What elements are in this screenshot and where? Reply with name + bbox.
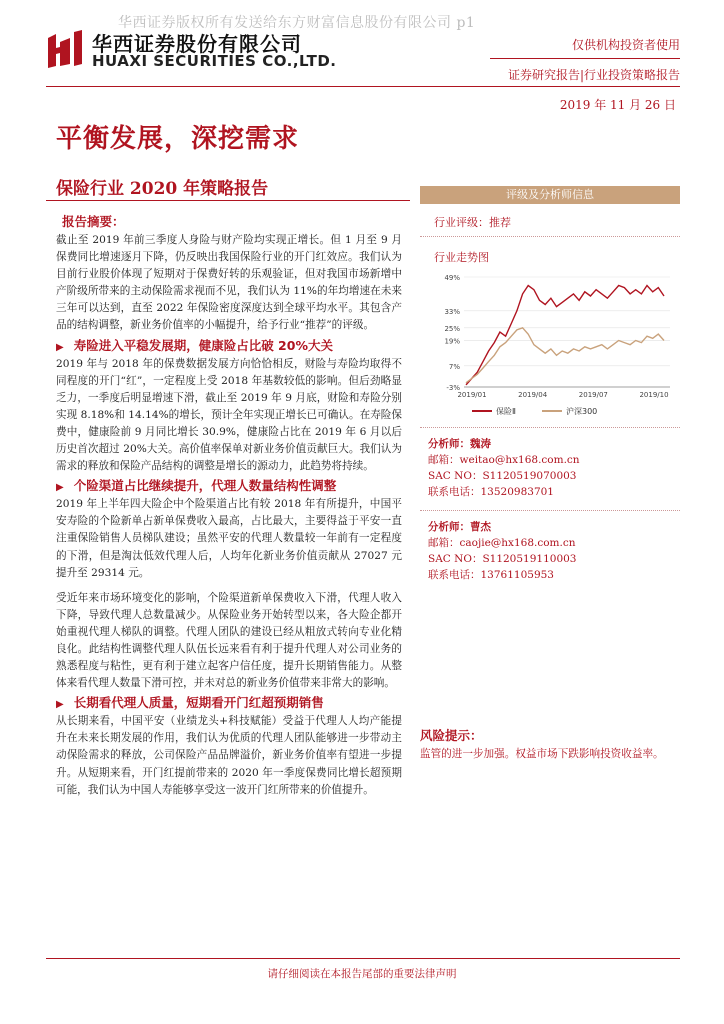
subtitle-rule: [46, 200, 410, 201]
summary-heading: 报告摘要：: [62, 214, 125, 229]
x-tick-label: 2019/01: [457, 391, 487, 399]
analyst-phone: 联系电话：13761105953: [428, 569, 554, 581]
section-paragraph: 2019 年上半年四大险企中个险渠道占比有较 2018 年有所提升，中国平安寿险的个险新单占新单保费收入最高，占比最大，主要得益于平安一直注重保险销售人员梯队建设；虽然平安的代理人数量较一年前有一定程度的下滑，但是淘汰低效代理人后，人均年化新业务价值贡献从 27027 元提升至 29314 元。: [56, 498, 402, 579]
summary-intro: 截止至 2019 年前三季度人身险与财产险均实现正增长。但 1 月至 9 月保费同比增速逐月下降，仍反映出我国保险行业的开门红效应。我们认为目前行业股价体现了短期对于保费好转的乐观验证，但对我国市场新增中产阶级所带来的主动保险需求视而不见，我们认为 11%的年均增速在未来三年可以达到，直至 2022 年保险密度深度达到全球平均水平。其包含产品的结构调整，新业务价值率的小幅提升，给予行业“推荐”的评级。: [56, 234, 402, 332]
analyst-email[interactable]: 邮箱：caojie@hx168.com.cn: [428, 537, 576, 549]
header-rule-2: [46, 86, 680, 87]
analyst-role: 分析师：: [428, 438, 470, 450]
footer-rule: [46, 958, 680, 959]
section-heading-2: ▶ 个险渠道占比继续提升，代理人数量结构性调整: [56, 476, 402, 494]
section-paragraph: 2019 年与 2018 年的保费数据发展方向恰恰相反，财险与寿险均取得不同程度的开门“红”，一定程度上受 2018 年基数较低的影响。但后劲略显乏力，一季度后明显增速下滑，截止至 2019 年 9 月底，财险和寿险分别实现 8.18%和 14.14%的增长，预计全年实现正增长已可确认。在寿险保费中，健康险前 9 月同比增长 30.9%，健康险占比在 2019 年 6 月以后历史首次超过 20%大关。高价值率保单对新业务价值贡献巨大。我们认为需求的释放和保险产品结构的调整是增长的源动力，此趋势将持续。: [56, 357, 402, 473]
analyst-phone: 联系电话：13520983701: [428, 486, 554, 498]
watermark: 华西证券版权所有发送给东方财富信息股份有限公司 p1: [118, 15, 476, 31]
series-line-insurance: [466, 286, 664, 385]
risk-text: 监管的进一步加强。权益市场下跌影响投资收益率。: [420, 748, 664, 760]
x-tick-label: 2019/07: [578, 391, 608, 399]
analyst-sac: SAC NO：S1120519070003: [428, 470, 577, 482]
y-tick-label: 33%: [444, 307, 460, 316]
legal-notice: 请仔细阅读在本报告尾部的重要法律声明: [267, 968, 457, 980]
y-tick-label: 49%: [444, 274, 460, 282]
huaxi-logo-icon: [46, 28, 84, 70]
header-rule-1: [490, 58, 680, 59]
analyst-card-1: [420, 428, 680, 500]
section-paragraph: 受近年来市场环境变化的影响，个险渠道新单保费收入下滑，代理人收入下降，导致代理人总数量减少。从保险业务开始转型以来，各大险企都开始重视代理人梯队的调整。代理人团队的建设已经从粗放式转向专业化精良化。此结构性调整代理人队伍长远来看有利于提升代理人对公司业务的熟悉程度与粘性，更有利于建立起客户信任度，提升长期销售能力。从整体来看代理人数量下滑可控，并未对总的新业务价值带来非常大的影响。: [56, 591, 402, 690]
section-heading-3: ▶ 长期看代理人质量，短期看开门红超预期销售: [56, 693, 402, 711]
analyst-card-2: [420, 511, 680, 583]
chart-title: 行业走势图: [434, 251, 489, 264]
report-subtitle: 保险行业 2020 年策略报告: [56, 179, 269, 199]
analyst-sac: SAC NO：S1120519110003: [428, 553, 577, 565]
x-tick-label: 2019/10: [639, 391, 669, 399]
x-tick-label: 2019/04: [518, 391, 548, 399]
legend-label-csi300: 沪深300: [566, 407, 598, 416]
section-paragraph: 从长期来看，中国平安（业绩龙头+科技赋能）受益于代理人人均产能提升在未来长期发展的作用，我们认为优质的代理人团队能够进一步带动主动保险需求的释放，公司保险产品品牌溢价，新业务价值率有望进一步提升。从短期来看，开门红提前带来的 2020 年一季度保费同比增长超预期可能，我们认为中国人寿能够享受这一波开门红所带来的价值提升。: [56, 715, 402, 796]
y-tick-label: 7%: [448, 362, 460, 371]
analyst-name: 曹杰: [470, 521, 491, 533]
y-tick-label: 19%: [444, 337, 460, 346]
industry-rating: 行业评级：推荐: [420, 204, 680, 237]
report-category: 证券研究报告|行业投资策略报告: [507, 68, 680, 82]
report-title: 平衡发展，深挖需求: [56, 124, 300, 154]
risk-title: 风险提示：: [420, 728, 483, 743]
analyst-role: 分析师：: [428, 521, 470, 533]
legend-label-insurance: 保险Ⅱ: [496, 407, 516, 416]
y-tick-label: 25%: [444, 324, 460, 333]
analyst-name: 魏涛: [470, 438, 491, 450]
company-name-cn: 华西证券股份有限公司: [92, 32, 302, 56]
audience-note: 仅供机构投资者使用: [571, 38, 680, 52]
company-name-en: HUAXI SECURITIES CO.,LTD.: [92, 52, 337, 70]
series-line-csi300: [466, 328, 664, 383]
risk-block: [420, 726, 682, 763]
report-date: 2019 年 11 月 26 日: [559, 98, 676, 112]
panel-title: 评级及分析师信息: [420, 186, 680, 204]
y-tick-label: -3%: [446, 384, 460, 392]
trend-chart-svg: [430, 269, 680, 419]
analyst-email[interactable]: 邮箱：weitao@hx168.com.cn: [428, 454, 580, 466]
trend-chart: [430, 269, 680, 423]
summary-column: [56, 212, 402, 800]
rating-analyst-panel: [420, 186, 680, 583]
section-heading-1: ▶ 寿险进入平稳发展期，健康险占比破 20%大关: [56, 336, 402, 354]
